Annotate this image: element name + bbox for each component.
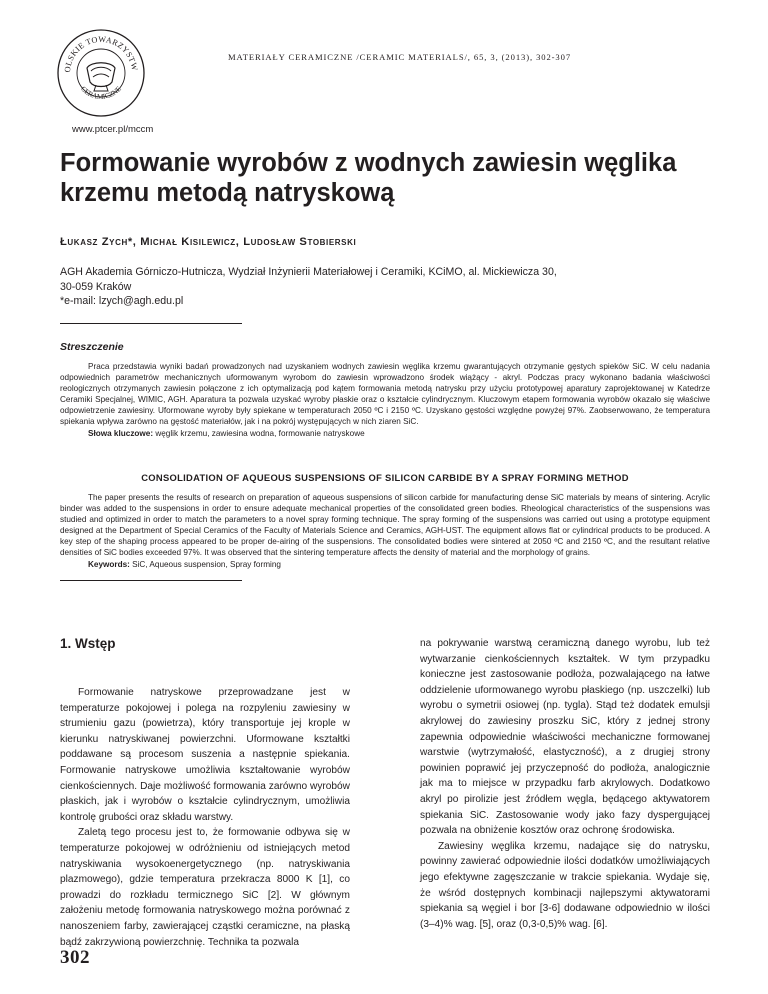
paragraph: Zaletą tego procesu jest to, że formowanie odbywa się w temperaturze pokojowej w odróżnieniu od istniejących metod natryskiwania wysokoenergetycznego (np. natryskiwania plazmowego), gdzie temperatura przekracza 8000 K [1], co prowadzi do rozkładu termicznego SiC [2]. W głównym założeniu metodę formowania natryskowego można porównać z nanoszeniem farby, zawierającej cząstki ceramiczne, na płaską bądź zakrzywioną powierzchnię. Technika ta pozwala xyxy=(60,827,350,948)
abstract-text: The paper presents the results of research on preparation of aqueous suspensions of silicon carbide for manufacturing dense SiC materials by means of sintering. Acrylic binder was added to the suspensions in order to ensure adequate mechanical properties of the consolidated green bodies. Rheological characteristics of the suspensions was studied and optimized in order to match the parameters to a novel spray forming technique. The spray forming of the suspensions was carried out using a prototype equipment designed at the Department of Special Ceramics of the Faculty of Materials Science and Ceramics, AGH-UST. The equipment allows flat or cylindrical products to be produced. A key step of the shaping process appeared to be proper de-airing of the suspensions. The consolidated bodies were sintered at 2050 ºC and 2150 ºC, and the resultant relative densities of SiC bodies exceeded 97%. It was observed that the sintering temperature affects the density of material and the morphology of grains. xyxy=(60,493,710,558)
journal-citation: MATERIAŁY CERAMICZNE /CERAMIC MATERIALS/, 65, 3, (2013), 302-307 xyxy=(228,52,572,62)
svg-text:CERAMICZNE: CERAMICZNE xyxy=(79,84,123,101)
abstract-en xyxy=(60,492,710,570)
keywords-pl xyxy=(60,428,710,439)
abstract-heading-en: CONSOLIDATION OF AQUEOUS SUSPENSIONS OF SILICON CARBIDE BY A SPRAY FORMING METHOD xyxy=(141,472,629,483)
keywords-text: węglik krzemu, zawiesina wodna, formowanie natryskowe xyxy=(155,428,365,438)
abstract-pl xyxy=(60,361,710,439)
divider-rule xyxy=(60,323,242,324)
svg-text:POLSKIE TOWARZYSTWO: OLSKIE TOWARZYSTW xyxy=(62,34,140,73)
paragraph: Formowanie natryskowe przeprowadzane jest w temperaturze pokojowej i polega na rozpyleniu zawiesiny w strumieniu gazu (powietrza), który transportuje jej krople w kierunku natryskiwanej powierzchni. Uformowane kształtki poddawane są procesom suszenia a następnie spiekania. Formowanie natryskowe umożliwia kształtowanie wyrobów cienkościennych. Daje możliwość formowania zarówno wyrobów płaskich, jak i wyrobów o kształcie cylindrycznym, umożliwia kontrolę grubości oraz składu warstwy. xyxy=(60,687,350,823)
abstract-heading-pl: Streszczenie xyxy=(60,341,124,353)
page-number: 302 xyxy=(60,947,90,968)
paragraph: Zawiesiny węglika krzemu, nadające się do natrysku, powinny zawierać odpowiednie ilości dodatków umożliwiających jego efektywne zagęszczanie w trakcie spiekania. Wydaje się, że wśród dostępnych kombinacji najlepszymi aktywatorami spiekania są węgiel i bor [3-6] dodawane odpowiednio w ilości (3–4)% wag. [5], oraz (0,3-0,5)% wag. [6]. xyxy=(420,840,710,930)
keywords-label: Keywords: xyxy=(88,559,130,569)
affiliation-line: AGH Akademia Górniczo-Hutnicza, Wydział Inżynierii Materiałowej i Ceramiki, KCiMO, al. Mickiewicza 30, xyxy=(60,266,557,278)
body-column-left xyxy=(60,685,350,950)
article-title: Formowanie wyrobów z wodnych zawiesin węglika krzemu metodą natryskową xyxy=(60,149,677,207)
society-logo xyxy=(56,28,146,118)
keywords-label: Słowa kluczowe: xyxy=(88,428,154,438)
affiliation-line: 30-059 Kraków xyxy=(60,280,132,293)
keywords-text: SiC, Aqueous suspension, Spray forming xyxy=(132,559,281,569)
divider-rule xyxy=(60,580,242,581)
section-heading: 1. Wstęp xyxy=(60,636,116,651)
journal-url[interactable]: www.ptcer.pl/mccm xyxy=(72,124,154,135)
abstract-text: Praca przedstawia wyniki badań prowadzonych nad uzyskaniem wodnych zawiesin węglika krzemu gwarantujących otrzymanie gęstych spieków SiC. W celu nadania odpowiednich parametrów mechanicznych uformowanym wyrobom do zawiesin wprowadzono środek wiążący - akryl. Podczas pracy wykonano badania właściwości reologicznych otrzymanych zawiesin połączone z ich optymalizacją pod kątem formowania metodą natrysku przy użyciu prototypowej aparatury zaprojektowanej w Katedrze Ceramiki Specjalnej, WIMIC, AGH. Aparatura ta pozwala uzyskać wyroby płaskie oraz o kształcie cylindrycznym. Kluczowym etapem formowania wyrobów okazało się właściwe odpowietrzenie zawiesiny. Uformowane wyroby były spiekane w temperaturach 2050 ºC i 2150 ºC. Uzyskano gęstości względne powyżej 97%. Zaobserwowano, że temperatura spiekania wpływa zarówno na gęstość materiałów, jak i na pokrój występujących w nich ziaren SiC. xyxy=(60,362,710,427)
author-list: Łukasz Zych*, Michał Kisilewicz, Ludosław Stobierski xyxy=(60,236,357,248)
keywords-en xyxy=(60,559,710,570)
paragraph: na pokrywanie warstwą ceramiczną danego wyrobu, lub też wytwarzanie cienkościennych kształtek. W tym przypadku konieczne jest zastosowanie podłoża, pozwalającego na łatwe oddzielenie uformowanego wyrobu płaskiego (np. uszczelki) lub wyrobu o symetrii osiowej (np. tygla). Stąd też dodatek emulsji akrylowej do zawiesiny proszku SiC, który z jednej strony zapewnia odpowiednie właściwości mechaniczne formowanej warstwie (wytrzymałość, elastyczność), a z drugiej strony powinien poprawić jej przyczepność do podłoża, analogicznie jak ma to miejsce w przypadku farb akrylowych. Dodatkowo akryl po pirolizie jest źródłem węgla, będącego aktywatorem spiekania SiC. Zastosowanie wody jako fazy dyspergującej pozwala na obniżenie kosztów oraz ochronę środowiska. xyxy=(420,638,710,837)
author-email: *e-mail: lzych@agh.edu.pl xyxy=(60,295,184,307)
affiliation xyxy=(60,265,710,309)
body-column-right xyxy=(420,636,710,932)
